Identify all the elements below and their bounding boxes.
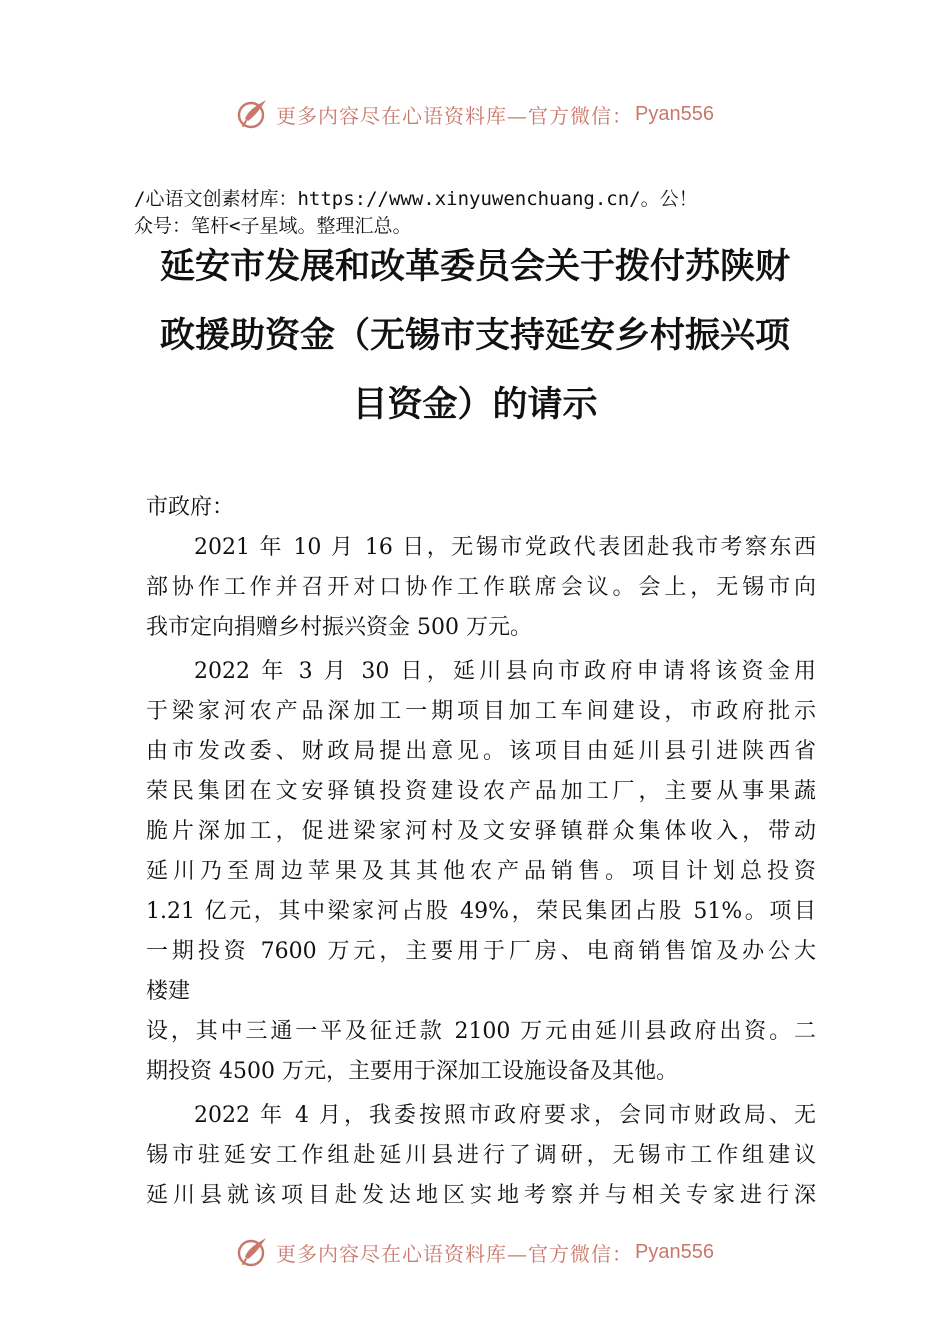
paragraph-line: 1.21 亿元，其中梁家河占股 49%，荣民集团占股 51%。项目 [146,899,816,924]
paragraph-line: 设，其中三通一平及征迁款 2100 万元由延川县政府出资。二 [146,1019,816,1044]
paragraph-line: 荣民集团在文安驿镇投资建设农产品加工厂，主要从事果蔬 [146,779,816,804]
watermark-banner-top [0,94,950,134]
paragraph-line: 延川县就该项目赴发达地区实地考察并与相关专家进行深 [146,1183,816,1208]
paragraph-line: 2022 年 3 月 30 日，延川县向市政府申请将该资金用 [194,659,816,684]
document-body [146,488,816,1216]
paragraph-line: 楼建 [146,979,191,1004]
title-line: 目资金）的请示 [352,384,598,425]
paragraph-line: 部协作工作并召开对口协作工作联席会议。会上，无锡市向 [146,575,816,600]
source-note-line: 众号：笔杆<子星域。整理汇总。 [134,215,412,237]
paragraph-line: 2022 年 4 月，我委按照市政府要求，会同市财政局、无 [194,1103,816,1128]
watermark-text: 更多内容尽在心语资料库—官方微信： [276,1241,634,1266]
paragraph-line: 2021 年 10 月 16 日，无锡市党政代表团赴我市考察东西 [194,535,816,560]
quill-seal-icon [236,1235,270,1269]
document-title [120,232,830,439]
watermark-account: Pyan556 [635,1240,714,1263]
paragraph-line: 由市发改委、财政局提出意见。该项目由延川县引进陕西省 [146,739,816,764]
paragraph-line: 延川乃至周边苹果及其其他农产品销售。项目计划总投资 [146,859,816,884]
salutation: 市政府： [146,495,235,520]
watermark-banner-bottom [0,1232,950,1272]
paragraph-line: 期投资 4500 万元，主要用于深加工设施设备及其他。 [146,1059,678,1084]
title-line: 延安市发展和改革委员会关于拨付苏陕财 [159,246,790,287]
quill-seal-icon [236,97,270,131]
paragraph-line: 锡市驻延安工作组赴延川县进行了调研，无锡市工作组建议 [146,1143,816,1168]
watermark-text: 更多内容尽在心语资料库—官方微信： [276,103,634,128]
paragraph-line: 我市定向捐赠乡村振兴资金 500 万元。 [146,615,532,640]
paragraph-line: 于梁家河农产品深加工一期项目加工车间建设，市政府批示 [146,699,816,724]
source-note-line: /心语文创素材库：https://www.xinyuwenchuang.cn/。公！ [134,188,698,210]
title-line: 政援助资金（无锡市支持延安乡村振兴项 [159,315,790,356]
watermark-account: Pyan556 [635,102,714,125]
paragraph-line: 脆片深加工，促进梁家河村及文安驿镇群众集体收入，带动 [146,819,816,844]
paragraph-line: 一期投资 7600 万元，主要用于厂房、电商销售馆及办公大 [146,939,816,964]
